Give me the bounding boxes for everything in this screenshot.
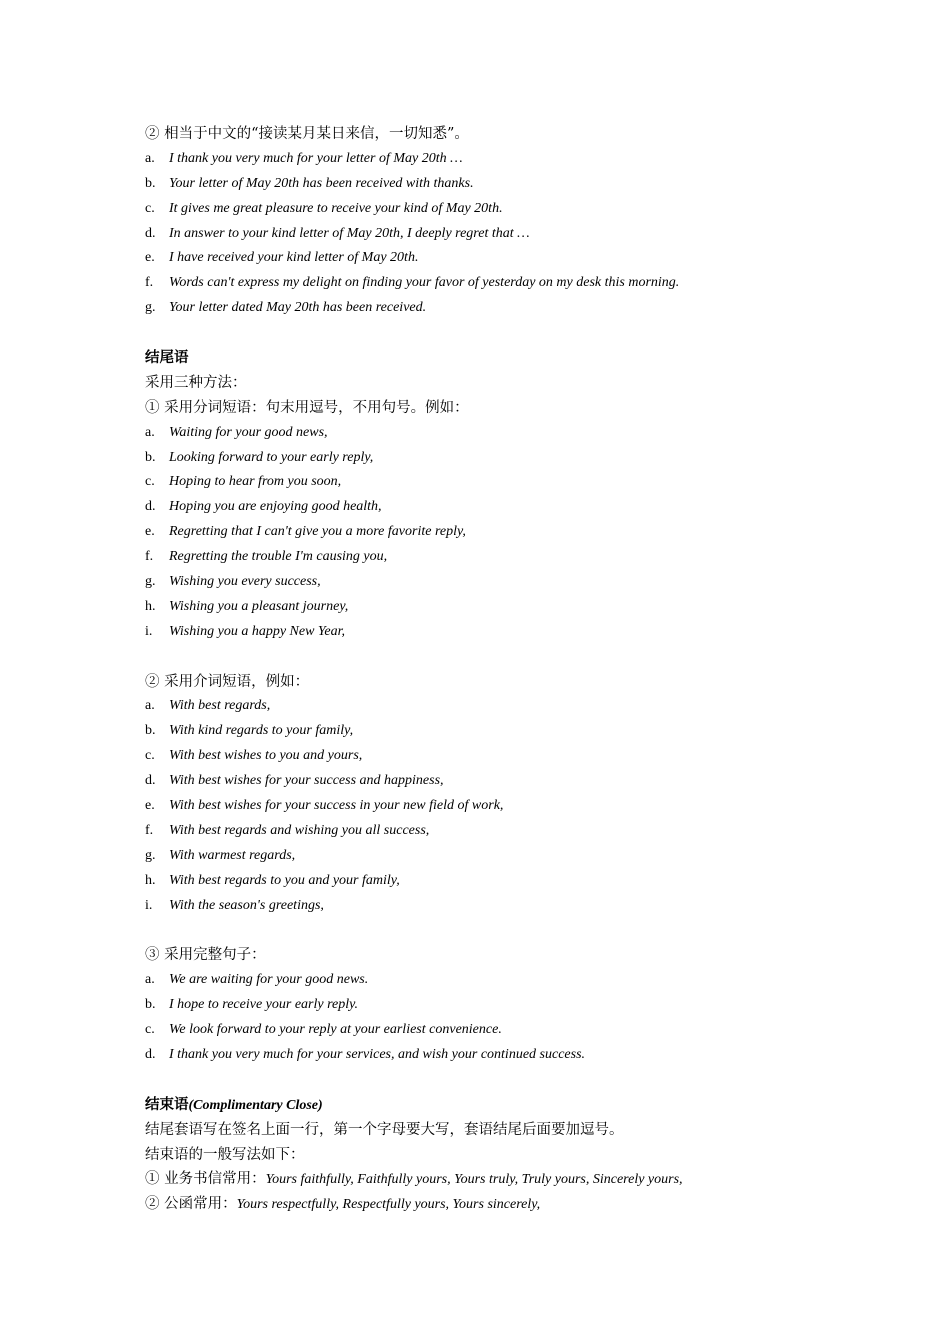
list-item — [145, 495, 845, 520]
list-item-text: Waiting for your good news, — [169, 424, 328, 440]
list-item-label: a. — [145, 424, 155, 440]
list-item-label: f. — [145, 549, 154, 565]
list-item-text: With best regards to you and your family, — [169, 872, 400, 888]
list-item-label: e. — [145, 250, 155, 266]
business-closes-label: ① 业务书信常用： — [145, 1171, 266, 1188]
list-item-text: Regretting the trouble I'm causing you, — [169, 549, 388, 565]
list-item — [145, 147, 845, 172]
complimentary-desc-2: 结束语的一般写法如下： — [145, 1146, 305, 1163]
list-item-text: With best wishes for your success and happiness, — [169, 773, 444, 789]
list-item — [145, 545, 845, 570]
list-item — [145, 694, 845, 719]
list-item-label: i. — [145, 897, 153, 913]
list-item-label: f. — [145, 822, 154, 838]
list-item — [145, 421, 845, 446]
reply-list — [145, 147, 845, 321]
list-item — [145, 794, 845, 819]
list-item-text: Words can't express my delight on finding your favor of yesterday on my desk this morning. — [169, 275, 680, 291]
list-item-label: e. — [145, 798, 155, 814]
list-item-label: d. — [145, 499, 156, 515]
document-content — [145, 122, 845, 1217]
list-item — [145, 446, 845, 471]
list-item — [145, 246, 845, 271]
list-item-label: g. — [145, 574, 156, 590]
official-closes-label: ② 公函常用： — [145, 1196, 237, 1213]
sentence-list — [145, 968, 845, 1068]
list-item-label: d. — [145, 773, 156, 789]
list-item-label: i. — [145, 623, 153, 639]
list-item-label: e. — [145, 524, 155, 540]
business-closes-text: Yours faithfully, Faithfully yours, Yours truly, Truly yours, Sincerely yours, — [265, 1172, 683, 1188]
spacer — [145, 645, 845, 670]
spacer — [145, 321, 845, 346]
list-item-text: Regretting that I can't give you a more favorite reply, — [169, 524, 466, 540]
official-closes — [145, 1192, 845, 1217]
list-item-text: I hope to receive your early reply. — [169, 997, 359, 1013]
list-item — [145, 570, 845, 595]
list-item-label: c. — [145, 200, 155, 216]
sentence-intro: ③ 采用完整句子： — [145, 947, 266, 964]
closing-methods-intro: 采用三种方法： — [145, 374, 247, 391]
list-item-label: h. — [145, 598, 156, 614]
list-item-label: h. — [145, 872, 156, 888]
list-item — [145, 744, 845, 769]
list-item — [145, 993, 845, 1018]
list-item-label: a. — [145, 698, 155, 714]
list-item-text: Your letter of May 20th has been received with thanks. — [169, 175, 474, 191]
list-item-label: c. — [145, 1022, 155, 1038]
list-item-text: It gives me great pleasure to receive your kind of May 20th. — [169, 200, 503, 216]
list-item-text: Wishing you every success, — [169, 574, 321, 590]
list-item — [145, 296, 845, 321]
complimentary-heading-en: (Complimentary Close) — [188, 1097, 323, 1113]
list-item — [145, 197, 845, 222]
list-item — [145, 470, 845, 495]
list-item-text: Hoping to hear from you soon, — [169, 474, 342, 490]
reply-intro: ② 相当于中文的“接读某月某日来信，一切知悉”。 — [145, 126, 469, 142]
list-item-text: Wishing you a happy New Year, — [169, 623, 346, 639]
prepositional-list — [145, 694, 845, 918]
official-closes-text: Yours respectfully, Respectfully yours, Yours sincerely, — [236, 1197, 541, 1213]
list-item — [145, 844, 845, 869]
list-item — [145, 769, 845, 794]
complimentary-heading-zh: 结束语 — [145, 1095, 189, 1113]
list-item-text: We are waiting for your good news. — [169, 972, 369, 988]
list-item-text: With kind regards to your family, — [169, 723, 354, 739]
list-item-text: With best wishes for your success in your new field of work, — [169, 798, 504, 814]
spacer — [145, 919, 845, 944]
list-item-text: With the season's greetings, — [169, 897, 324, 913]
list-item-label: b. — [145, 449, 156, 465]
list-item-label: b. — [145, 175, 156, 191]
list-item — [145, 620, 845, 645]
list-item — [145, 271, 845, 296]
list-item — [145, 719, 845, 744]
list-item — [145, 869, 845, 894]
prepositional-intro: ② 采用介词短语，例如： — [145, 673, 310, 690]
list-item — [145, 222, 845, 247]
list-item — [145, 520, 845, 545]
list-item — [145, 1018, 845, 1043]
list-item-text: Looking forward to your early reply, — [169, 449, 374, 465]
list-item-text: With best regards and wishing you all success, — [169, 822, 430, 838]
list-item — [145, 819, 845, 844]
list-item-label: a. — [145, 150, 155, 166]
business-closes — [145, 1167, 845, 1192]
list-item — [145, 894, 845, 919]
list-item-label: b. — [145, 723, 156, 739]
list-item-text: Hoping you are enjoying good health, — [169, 499, 382, 515]
closing-heading: 结尾语 — [145, 349, 189, 367]
list-item-label: f. — [145, 275, 154, 291]
complimentary-desc-1: 结尾套语写在签名上面一行，第一个字母要大写，套语结尾后面要加逗号。 — [145, 1121, 624, 1138]
list-item-label: c. — [145, 748, 155, 764]
list-item-label: d. — [145, 225, 156, 241]
list-item-text: With warmest regards, — [169, 847, 296, 863]
list-item-label: a. — [145, 972, 155, 988]
list-item-text: In answer to your kind letter of May 20th, I deeply regret that … — [169, 225, 530, 241]
list-item-text: I thank you very much for your services, and wish your continued success. — [169, 1046, 586, 1062]
list-item-text: With best wishes to you and yours, — [169, 748, 363, 764]
complimentary-heading — [145, 1093, 845, 1118]
list-item-label: c. — [145, 474, 155, 490]
participle-intro: ① 采用分词短语：句末用逗号，不用句号。例如： — [145, 399, 469, 416]
list-item-text: We look forward to your reply at your earliest convenience. — [169, 1022, 502, 1038]
list-item-label: g. — [145, 847, 156, 863]
list-item — [145, 595, 845, 620]
list-item — [145, 1043, 845, 1068]
list-item-text: Your letter dated May 20th has been received. — [169, 300, 427, 316]
list-item-label: b. — [145, 997, 156, 1013]
participle-list — [145, 421, 845, 645]
list-item-label: g. — [145, 300, 156, 316]
list-item-text: I have received your kind letter of May 20th. — [169, 250, 419, 266]
list-item-text: Wishing you a pleasant journey, — [169, 598, 349, 614]
list-item-text: With best regards, — [169, 698, 271, 714]
list-item — [145, 968, 845, 993]
spacer — [145, 1068, 845, 1093]
list-item-label: d. — [145, 1046, 156, 1062]
list-item — [145, 172, 845, 197]
list-item-text: I thank you very much for your letter of May 20th … — [169, 150, 463, 166]
